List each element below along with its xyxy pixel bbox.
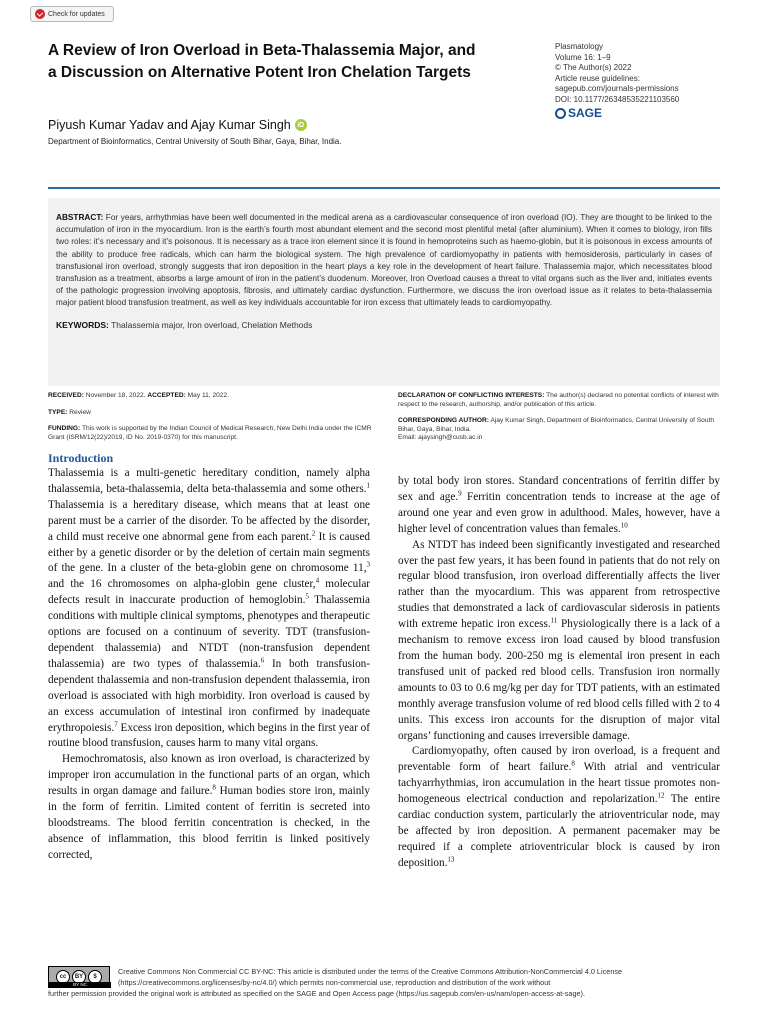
sage-logo-text: SAGE	[568, 105, 603, 120]
citation-ref[interactable]: 7	[114, 719, 118, 728]
paragraph-text: and the 16 chromosomes on alpha-globin gene cluster,	[48, 578, 316, 591]
body-column-right	[398, 474, 720, 872]
body-paragraph	[48, 752, 370, 863]
body-column-left	[48, 450, 370, 864]
paragraph-text: Thalassemia conditions with multiple clinical symptoms, phenotypes and therapeutic options are focused on a continuum of severity. TDT (transfusion-dependent thalassemia) and NTDT (non-transfusion dependent thalassemia) are two types of thalassemia.	[48, 594, 370, 670]
abstract	[56, 212, 712, 310]
paragraph-text: Thalassemia is a hereditary disease, which means that at least one parent must be a carrier of the disorder. To be affected by the disorder, a child must receive one abnormal gene from each parent.	[48, 498, 370, 543]
article-type: TYPE: Review	[48, 408, 91, 416]
nc-icon: $	[88, 970, 102, 984]
cc-license-badge[interactable]	[48, 966, 110, 988]
paragraph-text: The entire cardiac conduction system, particularly the atrioventricular node, may be affected by iron deposition. A permanent pacemaker may be required if a complete atrioventricular block is caused by iron deposition.	[398, 793, 720, 869]
corresponding-author: CORRESPONDING AUTHOR: Ajay Kumar Singh, Department of Bioinformatics, Central University of South Bihar, Gaya, Bihar, India. Email: ajaysingh@cusb.ac.in	[398, 417, 715, 441]
keywords-label: KEYWORDS:	[56, 319, 109, 330]
paragraph-text: Cardiomyopathy, often caused by iron overload, is a frequent and preventable form of heart failure.	[398, 745, 720, 774]
journal-info	[555, 42, 679, 119]
paragraph-text: Ferritin concentration tends to increase at the age of around one year and even grow in adulthood. Males, however, have a higher level of concentration values than females.	[398, 490, 720, 535]
citation-ref[interactable]: 9	[458, 489, 462, 498]
by-icon: BY	[72, 970, 86, 984]
header-divider	[48, 187, 720, 189]
license-text: Creative Commons Non Commercial CC BY-NC: This article is distributed under the terms of the Creative Commons Attribution-NonCommercial 4.0 License (https://creativecommons.org/licenses/by-nc/4.0/) which permits non-commercial use, reproduction and distribution of the work without	[118, 967, 623, 987]
cc-icon: cc	[56, 970, 70, 984]
citation-ref[interactable]: 8	[571, 759, 575, 768]
body-paragraph	[398, 744, 720, 871]
article-meta-left	[48, 392, 378, 450]
article-meta-right	[398, 392, 720, 451]
sage-logo	[555, 105, 679, 120]
paragraph-text: With atrial and ventricular tachyarrhythmias, iron accumulation in the heart tissue promotes non-homogeneous electrical conduction and repolarization.	[398, 761, 720, 806]
paragraph-text: In both transfusion-dependent thalassemia and non-transfusion dependent thalassemia, iron overload is associated with high morbidity. Iron overload is caused by an excess accumulation of intestinal iron confirmed by inadequate erythropoiesis.	[48, 657, 371, 734]
abstract-text: For years, arrhythmias have been well documented in the medical arena as a cardiovascular consequence of iron overload (IO). They are thought to be linked to the accumulation of iron in the myocardium. Iron is the earth’s fourth most abundant element and the second most plentiful metal (after aluminium). When it comes to biology, iron fills two roles: it’s necessary and it’s poisonous. It is necessary as a trace iron element since it is found in hemoproteins such as haemo-globin, but it is poisonous in excess amounts of the ability to produce free radicals, which can harm the biological system. The high prevalence of cardiomyopathy in patients with hemosiderosis, particularly in cases of transfusional iron overload, strongly suggests that iron deposition in the heart plays a key role in the development of heart failure. Thalassemia major, which necessitates blood transfusion as a treatment, absorbs a large amount of iron in the patient’s duodenum. Moreover, Iron Overload causes a threat to vital organs such as the liver and, initiates events of the pathologic progression involving apoptosis, fibrosis, and ultimately cardiac dysfunction. Furthermore, we discuss the iron overload issue as it relates to beta-thalassemia major patient blood transfusion treatment, as well as key individuals accountable for iron excess that ultimately leads to cardiomyopathy.	[56, 213, 712, 308]
citation-ref[interactable]: 4	[315, 576, 320, 585]
check-for-updates-badge[interactable]	[30, 6, 114, 22]
paragraph-text: Human bodies store iron, mainly in the form of ferritin. Limited content of ferritin is secreted into bloodstreams. The blood ferritin concentration is checked, in the absence of inflammation, this blood ferritin is linked positively corrected,	[48, 785, 371, 861]
sage-mark-icon	[555, 108, 566, 119]
citation-ref[interactable]: 12	[657, 791, 665, 800]
citation-ref[interactable]: 3	[366, 560, 370, 569]
body-paragraph	[48, 466, 370, 752]
citation-ref[interactable]: 13	[447, 855, 455, 864]
conflicts: DECLARATION OF CONFLICTING INTERESTS: The author(s) declared no potential conflicts of interest with respect to the research, authorship, and/or publication of this article.	[398, 392, 719, 408]
paragraph-text: Thalassemia is a multi-genetic hereditary condition, namely alpha thalassemia, beta-thalassemia, delta beta-thalassemia and some others.	[48, 467, 370, 495]
check-updates-icon	[35, 9, 45, 19]
citation-ref[interactable]: 1	[366, 481, 370, 490]
article-title: A Review of Iron Overload in Beta-Thalassemia Major, and a Discussion on Alternative Potent Iron Chelation Targets	[48, 42, 476, 81]
citation-ref[interactable]: 11	[550, 616, 558, 625]
affiliation: Department of Bioinformatics, Central University of South Bihar, Gaya, Bihar, India.	[48, 137, 342, 146]
cc-badge-label: BY NC	[49, 982, 111, 988]
journal-name: Plasmatology	[555, 42, 604, 51]
citation-ref[interactable]: 2	[311, 528, 316, 537]
check-updates-label: Check for updates	[48, 10, 105, 18]
citation-ref[interactable]: 5	[305, 592, 309, 601]
citation-ref[interactable]: 6	[260, 656, 265, 665]
body-paragraph	[398, 538, 720, 745]
keywords-text: Thalassemia major, Iron overload, Chelation Methods	[111, 319, 313, 330]
reuse-label: Article reuse guidelines:	[555, 73, 640, 83]
section-heading: Introduction	[48, 451, 114, 465]
paragraph-text: molecular defects result in inaccurate production of hemoglobin.	[48, 578, 371, 607]
body-paragraph	[398, 474, 720, 538]
paragraph-text: Hemochromatosis, also known as iron overload, is characterized by improper iron accumulation in the functional parts of an organ, which results in organ damage and failure.	[48, 753, 370, 798]
paragraph-text: As NTDT has indeed been significantly investigated and researched over the past few years, it has been found in patients that do not rely on regular blood transfusion, iron overload differentially affects the liver rather than the myocardium. This was apparent from retrospective studies that demonstrated a lack of cardiovascular siderosis in patients with extreme hepatic iron excess.	[398, 538, 720, 631]
citation-ref[interactable]: 10	[620, 520, 628, 529]
doi[interactable]: DOI: 10.1177/26348535221103560	[555, 94, 680, 104]
keywords	[56, 320, 712, 330]
email[interactable]: Email: ajaysingh@cusb.ac.in	[398, 434, 483, 441]
funding: FUNDING: This work is supported by the Indian Council of Medical Research, New Delhi India under the ICMR Grant (ISRM/12(22)/2019, ID No. 2019-0370) for this manuscript.	[48, 425, 372, 441]
citation-ref[interactable]: 8	[212, 783, 216, 792]
abstract-box	[48, 198, 720, 386]
author-line	[48, 118, 307, 132]
paragraph-text: by total body iron stores. Standard concentrations of ferritin differ by sex and age.	[398, 475, 720, 503]
orcid-icon[interactable]: iD	[295, 119, 307, 131]
abstract-label: ABSTRACT:	[56, 213, 104, 222]
journal-volume: Volume 16: 1–9	[555, 52, 611, 62]
received-accepted: RECEIVED: November 18, 2022. ACCEPTED: May 11, 2022.	[48, 392, 229, 399]
license-text-continued: further permission provided the original work is attributed as specified on the SAGE and Open Access page (https://us.sagepub.com/en-us/nam/open-access-at-sage).	[48, 989, 586, 998]
paragraph-text: It is caused either by a genetic disorder or by the deletion of certain main segments of the gene. In a cluster of the beta-globin gene on chromosome 11,	[48, 530, 370, 575]
paragraph-text: Physiologically there is a lack of a mechanism to remove excess iron load caused by blood transfusion from the human body. 200-250 mg is elemental iron present in each transfused unit of packed red blood cells. Transfusion iron normally amounts to 03 to 0.6 mg/kg per day for TDT patients, with an estimated monthly average transfusion volume of red blood cells filled with 2 to 4 units. This excess iron accounts for the disruption of major vital organs’ functioning and causes irreversible damage.	[398, 618, 720, 742]
paragraph-text: Excess iron deposition, which begins in the first year of routine blood transfusion, causes harm to many vital organs.	[48, 721, 370, 750]
copyright: © The Author(s) 2022	[555, 63, 632, 73]
reuse-link[interactable]: sagepub.com/journals-permissions	[555, 84, 679, 94]
authors: Piyush Kumar Yadav and Ajay Kumar Singh	[48, 118, 291, 132]
